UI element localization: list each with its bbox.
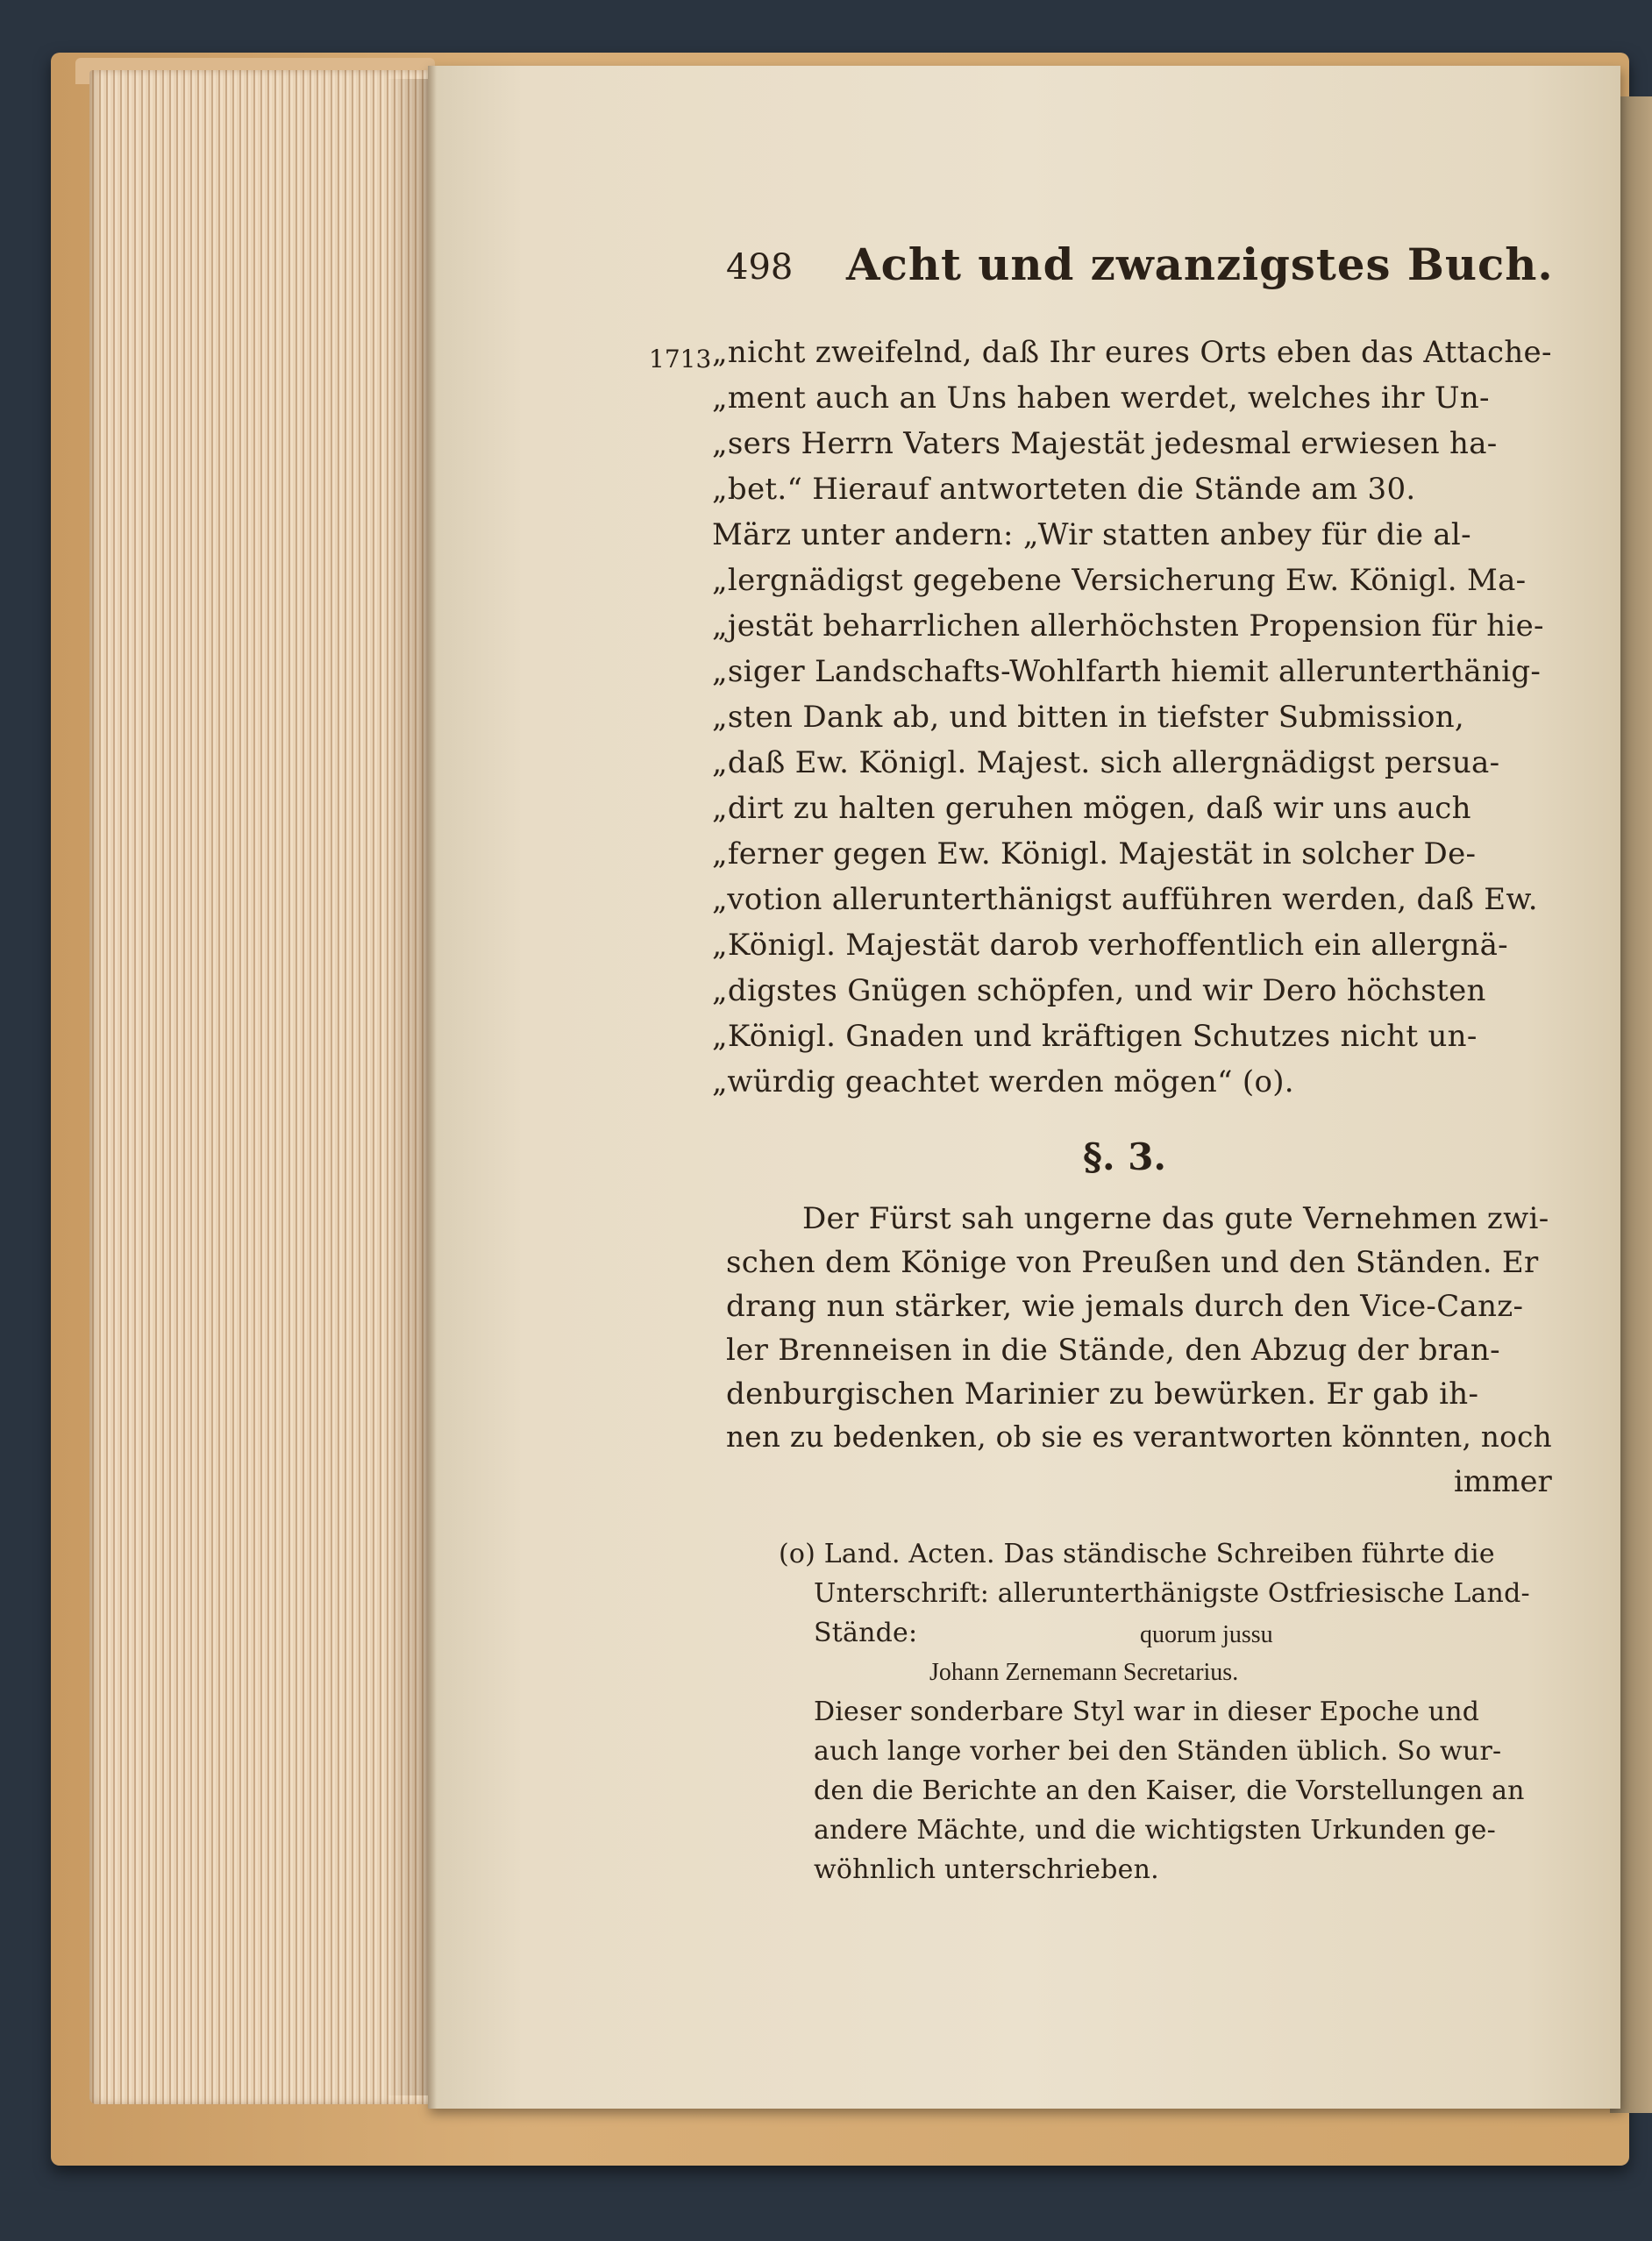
body-line: „Königl. Gnaden und kräftigen Schutzes nicht un- <box>712 1019 1478 1054</box>
section-line: denburgischen Marinier zu bewürken. Er gab ih- <box>726 1377 1479 1412</box>
body-line: „sten Dank ab, und bitten in tiefster Submission, <box>712 700 1465 735</box>
body-line: „ment auch an Uns haben werdet, welches ihr Un- <box>712 381 1490 416</box>
footnote-signatory: Johann Zernemann Secretarius. <box>929 1659 1239 1686</box>
footnote-para-line: auch lange vorher bei den Ständen üblich. So wur- <box>814 1736 1502 1767</box>
body-line: „würdig geachtet werden mögen“ (o). <box>712 1064 1294 1099</box>
gutter-shadow <box>428 66 437 2109</box>
body-line: März unter andern: „Wir statten anbey für die al- <box>712 517 1471 552</box>
section-heading: §. 3. <box>1083 1135 1167 1178</box>
catchword: immer <box>1454 1464 1552 1499</box>
body-line: „siger Landschafts-Wohlfarth hiemit allerunterthänig- <box>712 654 1542 689</box>
body-line: „dirt zu halten geruhen mögen, daß wir uns auch <box>712 791 1471 826</box>
section-line: schen dem Könige von Preußen und den Ständen. Er <box>726 1245 1539 1280</box>
body-line: „lergnädigst gegebene Versicherung Ew. Königl. Ma- <box>712 563 1527 598</box>
section-line: nen zu bedenken, ob sie es verantworten könnten, noch <box>726 1420 1552 1454</box>
body-line: „nicht zweifelnd, daß Ihr eures Orts eben das Attache- <box>712 335 1552 370</box>
footnote-line: (o) Land. Acten. Das ständische Schreiben führte die <box>779 1539 1495 1569</box>
footnote-line: Unterschrift: allerunterthänigste Ostfriesische Land- <box>814 1578 1530 1609</box>
footnote-para-line: den die Berichte an den Kaiser, die Vorstellungen an <box>814 1775 1525 1806</box>
body-line: „daß Ew. Königl. Majest. sich allergnädigst persua- <box>712 745 1500 780</box>
running-head: Acht und zwanzigstes Buch. <box>846 238 1554 290</box>
footnote-label: Stände: <box>814 1618 918 1648</box>
body-line: „bet.“ Hierauf antworteten die Stände am 30. <box>712 472 1416 507</box>
body-line: „Königl. Majestät darob verhoffentlich ein allergnä- <box>712 928 1508 963</box>
section-line: drang nun stärker, wie jemals durch den Vice-Canz- <box>726 1289 1524 1324</box>
body-line: „sers Herrn Vaters Majestät jedesmal erwiesen ha- <box>712 426 1498 461</box>
section-line: ler Brenneisen in die Stände, den Abzug der bran- <box>726 1333 1500 1368</box>
footnote-latin: quorum jussu <box>1140 1621 1273 1648</box>
body-line: „ferner gegen Ew. Königl. Majestät in solcher De- <box>712 836 1477 872</box>
page-number: 498 <box>726 247 794 288</box>
footnote-para-line: wöhnlich unterschrieben. <box>814 1854 1159 1885</box>
footnote-para-line: andere Mächte, und die wichtigsten Urkunden ge- <box>814 1815 1496 1846</box>
body-line: „votion allerunterthänigst aufführen werden, daß Ew. <box>712 882 1538 917</box>
section-line: Der Fürst sah ungerne das gute Vernehmen zwi- <box>802 1201 1549 1236</box>
body-line: „digstes Gnügen schöpfen, und wir Dero höchsten <box>712 973 1486 1008</box>
page-block-fore-edge <box>89 70 436 2104</box>
year-margin-note: 1713 <box>649 345 712 374</box>
body-line: „jestät beharrlichen allerhöchsten Propension für hie- <box>712 608 1544 644</box>
footnote-para-line: Dieser sonderbare Styl war in dieser Epoche und <box>814 1697 1480 1727</box>
